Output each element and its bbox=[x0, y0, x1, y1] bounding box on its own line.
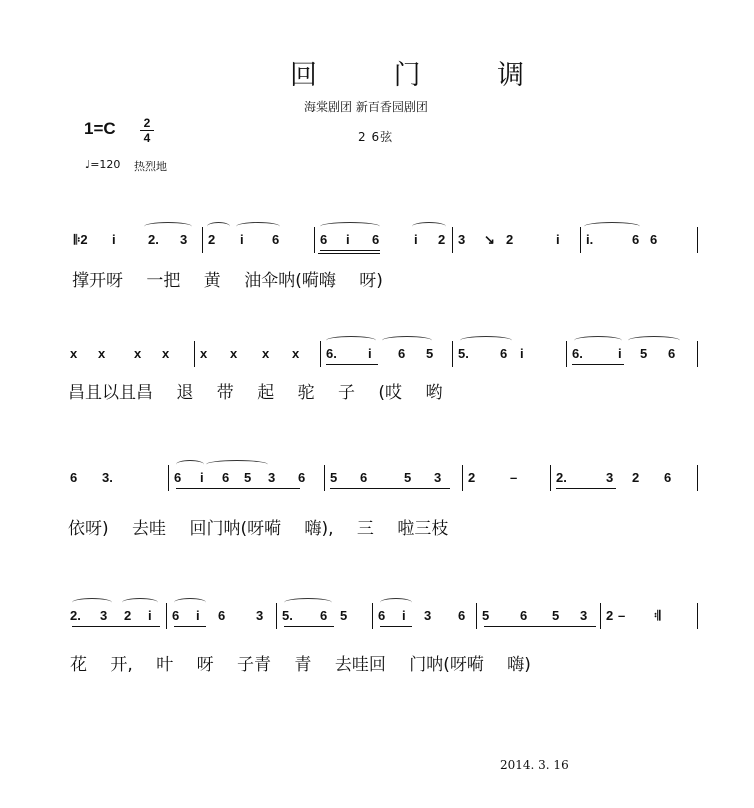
beam-line bbox=[380, 626, 412, 627]
note: – bbox=[510, 470, 518, 485]
bar-line bbox=[580, 227, 581, 253]
bar-line bbox=[314, 227, 315, 253]
note: 6 bbox=[650, 232, 658, 247]
note: 3 bbox=[424, 608, 432, 623]
note: x bbox=[292, 346, 300, 361]
note: 6 bbox=[632, 232, 640, 247]
slur bbox=[174, 598, 206, 607]
bar-line bbox=[452, 227, 453, 253]
beam-line bbox=[572, 364, 624, 365]
note: 2. bbox=[148, 232, 159, 247]
note: 3 bbox=[434, 470, 442, 485]
note: i bbox=[346, 232, 350, 247]
slur bbox=[320, 222, 380, 231]
note: 3 bbox=[268, 470, 276, 485]
note: i. bbox=[586, 232, 594, 247]
note: 6 bbox=[664, 470, 672, 485]
bar-line bbox=[320, 341, 321, 367]
slur bbox=[382, 336, 432, 345]
note: 5 bbox=[552, 608, 560, 623]
note: 6 bbox=[320, 232, 328, 247]
beam-line bbox=[330, 488, 450, 489]
note: 6. bbox=[572, 346, 583, 361]
note: ↘ bbox=[484, 232, 495, 247]
note: 3. bbox=[102, 470, 113, 485]
note: 6 bbox=[320, 608, 328, 623]
note: 6 bbox=[272, 232, 280, 247]
note: i bbox=[148, 608, 152, 623]
beam-line bbox=[320, 250, 380, 251]
slur bbox=[144, 222, 192, 231]
beam-line bbox=[326, 364, 378, 365]
bar-line bbox=[166, 603, 167, 629]
note: i bbox=[200, 470, 204, 485]
lyric-line: 花 开, 叶 呀 子青 青 去哇回 门呐(呀嗬 嗨) bbox=[70, 655, 531, 675]
bar-line bbox=[697, 603, 698, 629]
lyric-line: 依呀) 去哇 回门呐(呀嗬 嗨), 三 啦三枝 bbox=[68, 519, 449, 539]
bar-line bbox=[476, 603, 477, 629]
date: 2014. 3. 16 bbox=[500, 758, 569, 772]
note: 2 bbox=[124, 608, 132, 623]
bar-line bbox=[372, 603, 373, 629]
slur bbox=[460, 336, 512, 345]
expression-marking: 热烈地 bbox=[134, 160, 167, 173]
note: 3 bbox=[580, 608, 588, 623]
note: 2 bbox=[468, 470, 476, 485]
note: 6 bbox=[520, 608, 528, 623]
note: 2 bbox=[438, 232, 446, 247]
note: 5 bbox=[482, 608, 490, 623]
bar-line bbox=[202, 227, 203, 253]
note: 3 bbox=[458, 232, 466, 247]
bar-line bbox=[697, 465, 698, 491]
beam-line bbox=[484, 626, 596, 627]
note: 2 bbox=[506, 232, 514, 247]
time-signature-denominator: 4 bbox=[143, 131, 151, 145]
note: 6 bbox=[70, 470, 78, 485]
slur bbox=[412, 222, 446, 231]
note: 6 bbox=[668, 346, 676, 361]
note: 6 bbox=[458, 608, 466, 623]
note: i bbox=[240, 232, 244, 247]
note: x bbox=[162, 346, 170, 361]
note: x bbox=[230, 346, 238, 361]
bar-line bbox=[462, 465, 463, 491]
lyric-line: 撑开呀 一把 黄 油伞呐(嗬嗨 呀) bbox=[72, 271, 383, 291]
note: 5 bbox=[404, 470, 412, 485]
note: 6 bbox=[174, 470, 182, 485]
note: 5 bbox=[340, 608, 348, 623]
note: i bbox=[520, 346, 524, 361]
bar-line bbox=[276, 603, 277, 629]
note: 6 bbox=[372, 232, 380, 247]
key-signature: 1=C bbox=[84, 119, 116, 138]
note: 5 bbox=[244, 470, 252, 485]
beam-line bbox=[174, 626, 206, 627]
slur bbox=[380, 598, 412, 607]
lyric-line: 昌且以且昌 退 带 起 驼 子 (哎 哟 bbox=[68, 383, 443, 403]
note: 3 bbox=[100, 608, 108, 623]
note: – bbox=[618, 608, 626, 623]
slur bbox=[72, 598, 112, 607]
bar-line bbox=[697, 227, 698, 253]
slur bbox=[284, 598, 332, 607]
bar-line bbox=[452, 341, 453, 367]
note: i bbox=[618, 346, 622, 361]
note: x bbox=[134, 346, 142, 361]
note: 2. bbox=[556, 470, 567, 485]
note: 6 bbox=[172, 608, 180, 623]
beam-line bbox=[176, 488, 300, 489]
beam-line bbox=[556, 488, 616, 489]
slur bbox=[326, 336, 376, 345]
note: i bbox=[112, 232, 116, 247]
note: i bbox=[196, 608, 200, 623]
song-title: 回 门 调 bbox=[290, 60, 559, 91]
tempo-marking: ♩=120 bbox=[85, 158, 121, 171]
note: 3 bbox=[606, 470, 614, 485]
time-signature bbox=[140, 117, 154, 144]
note: 3 bbox=[180, 232, 188, 247]
slur bbox=[206, 460, 268, 469]
note: 2 bbox=[606, 608, 614, 623]
note: 5. bbox=[282, 608, 293, 623]
note: 6 bbox=[298, 470, 306, 485]
bar-line bbox=[600, 603, 601, 629]
note: 5. bbox=[458, 346, 469, 361]
beam-line bbox=[284, 626, 334, 627]
note: 6. bbox=[326, 346, 337, 361]
note: 6 bbox=[378, 608, 386, 623]
note: i bbox=[402, 608, 406, 623]
bar-line bbox=[566, 341, 567, 367]
beam-line bbox=[318, 253, 380, 254]
note: 3 bbox=[256, 608, 264, 623]
note: 6 bbox=[222, 470, 230, 485]
note: 5 bbox=[640, 346, 648, 361]
note: 2 bbox=[632, 470, 640, 485]
note: 𝄆2 bbox=[74, 232, 88, 247]
note: i bbox=[414, 232, 418, 247]
note: i bbox=[556, 232, 560, 247]
note: x bbox=[200, 346, 208, 361]
note: x bbox=[70, 346, 78, 361]
bar-line bbox=[324, 465, 325, 491]
beam-line bbox=[72, 626, 160, 627]
note: 6 bbox=[500, 346, 508, 361]
note: 𝄇 bbox=[654, 608, 661, 623]
credits: 海棠剧团 新百香园剧团 bbox=[304, 100, 428, 114]
note: i bbox=[368, 346, 372, 361]
note: 6 bbox=[360, 470, 368, 485]
note: x bbox=[98, 346, 106, 361]
note: x bbox=[262, 346, 270, 361]
slur bbox=[574, 336, 622, 345]
slur bbox=[176, 460, 204, 469]
time-signature-numerator: 2 bbox=[143, 116, 151, 130]
note: 6 bbox=[398, 346, 406, 361]
slur bbox=[236, 222, 280, 231]
slur bbox=[122, 598, 158, 607]
bar-line bbox=[550, 465, 551, 491]
slur bbox=[584, 222, 640, 231]
slur bbox=[207, 222, 230, 231]
note: 2 bbox=[208, 232, 216, 247]
bar-line bbox=[194, 341, 195, 367]
note: 5 bbox=[426, 346, 434, 361]
bar-line bbox=[168, 465, 169, 491]
string-tuning: 2 6弦 bbox=[358, 130, 394, 144]
slur bbox=[628, 336, 680, 345]
bar-line bbox=[697, 341, 698, 367]
note: 2. bbox=[70, 608, 81, 623]
note: 5 bbox=[330, 470, 338, 485]
note: 6 bbox=[218, 608, 226, 623]
